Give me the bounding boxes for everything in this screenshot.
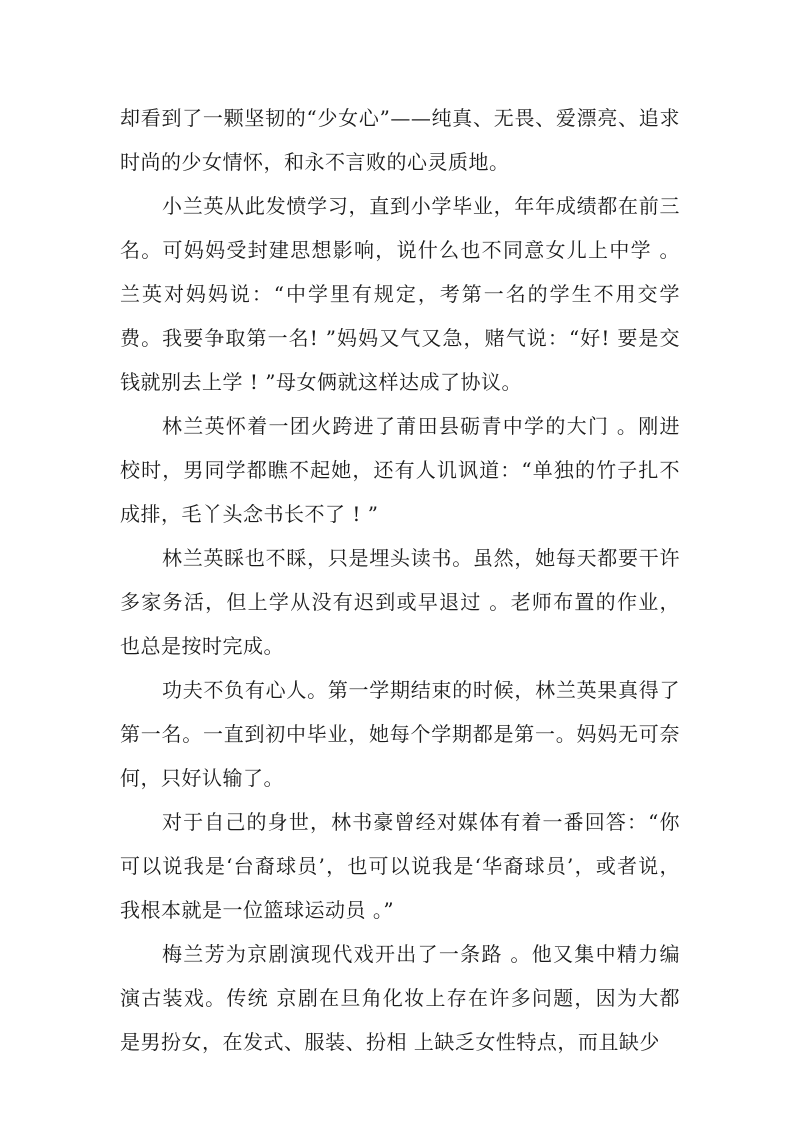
paragraph-lin-shuhao: 对于自己的身世，林书豪曾经对媒体有着一番回答：“你可以说我是‘台裔球员’，也可以说我是‘华裔球员’，或者说，我根本就是一位篮球运动员 。” [120,810,680,922]
paragraph-middle-school: 林兰英怀着一团火跨进了莆田县砺青中学的大门 。刚进校时，男同学都瞧不起她，还有人讥讽道：“单独的竹子扎不成排，毛丫头念书长不了 ! ” [120,414,680,526]
paragraph-reading: 林兰英睬也不睬，只是埋头读书。虽然，她每天都要干许多家务活，但上学从没有迟到或早退过 。老师布置的作业，也总是按时完成。 [120,546,680,658]
paragraph-first-place: 功夫不负有心人。第一学期结束的时候，林兰英果真得了第一名。一直到初中毕业，她每个学期都是第一。妈妈无可奈何，只好认输了。 [120,678,680,790]
paragraph-lanying-study: 小兰英从此发愤学习，直到小学毕业，年年成绩都在前三名。可妈妈受封建思想影响，说什么也不同意女儿上中学 。兰英对妈妈说：“中学里有规定，考第一名的学生不用交学费。我要争取第一名! ”妈妈又气又急，赌气说：“好! 要是交钱就别去上学 ! ”母女俩就这样达成了协议。 [120,194,680,394]
paragraph-continuation: 却看到了一颗坚韧的“少女心”——纯真、无畏、爱漂亮、追求时尚的少女情怀，和永不言败的心灵质地。 [120,106,680,174]
paragraph-mei-lanfang: 梅兰芳为京剧演现代戏开出了一条路 。他又集中精力编演古装戏。传统 京剧在旦角化妆上存在许多问题，因为大都是男扮女，在发式、服装、扮相 上缺乏女性特点，而且缺少 [120,942,680,1054]
body-text [120,96,680,1064]
